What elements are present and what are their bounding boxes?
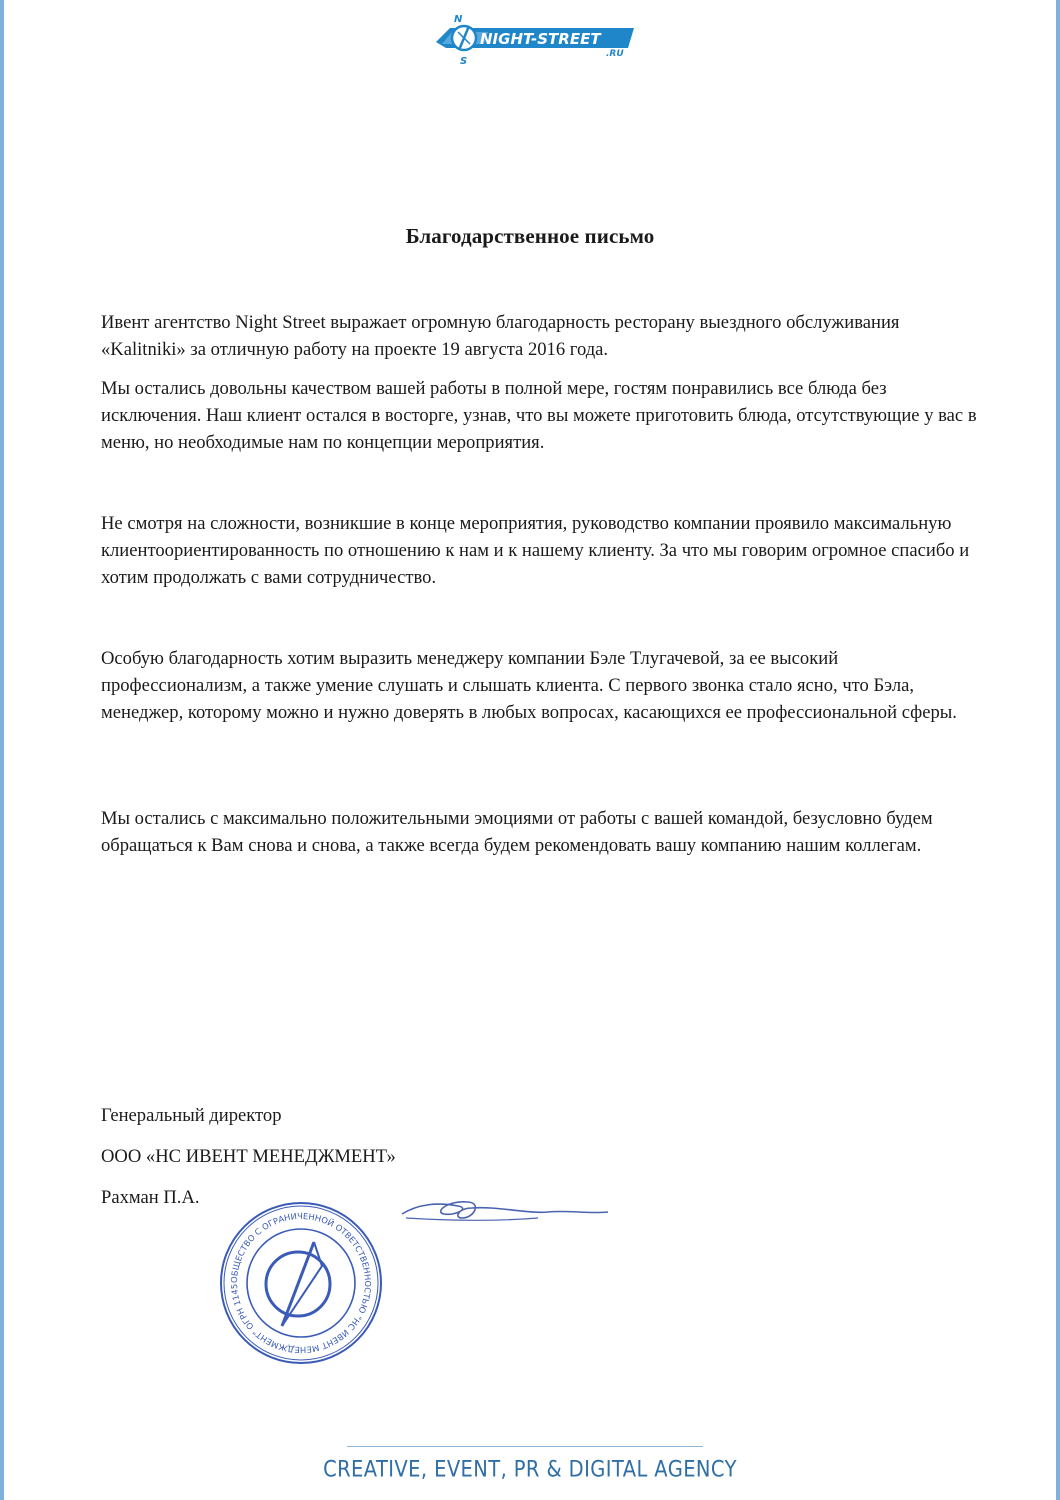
company-stamp [218, 1200, 384, 1366]
letter-paragraph-5: Мы остались с максимально положительными эмоциями от работы с вашей командой, безусловно будем обращаться к Вам снова и снова, а также всегда будем рекомендовать вашу компанию нашим коллегам. [101, 808, 933, 856]
letter-paragraph-4: Особую благодарность хотим выразить менеджеру компании Бэле Тлугачевой, за ее высокий профессионализм, а также умение слушать и слышать клиента. С первого звонка стало ясно, что Бэла, менеджер, которому можно и нужно доверять в любых вопросах, касающихся ее профессиональной сферы. [101, 648, 957, 723]
letter-title: Благодарственное письмо [405, 224, 655, 248]
compass-s-label: S [460, 56, 468, 66]
letter-paragraph-2: Мы остались довольны качеством вашей работы в полной мере, гостям понравились все блюда без исключения. Наш клиент остался в восторге, узнав, что вы можете приготовить блюда, отсутствующие у вас в меню, но необходимые нам по концепции мероприятия. [101, 378, 977, 453]
letter-paragraph-3: Не смотря на сложности, возникшие в конце мероприятия, руководство компании проявило максимальную клиентоориентированность по отношению к нам и к нашему клиенту. За что мы говорим огромное спасибо и хотим продолжать с вами сотрудничество. [101, 513, 970, 588]
signatory-position: Генеральный директор [101, 1105, 282, 1126]
signatory-company: ООО «НС ИВЕНТ МЕНЕДЖМЕНТ» [101, 1146, 396, 1167]
compass-logo-icon [428, 10, 640, 66]
footer-divider [347, 1446, 703, 1447]
handwritten-signature [398, 1192, 612, 1232]
letter-paragraph-1: Ивент агентство Night Street выражает огромную благодарность ресторану выездного обслуживания «Kalitniki» за отличную работу на проекте 19 августа 2016 года. [101, 312, 900, 360]
compass-n-label: N [454, 14, 463, 25]
stamp-ring-text: ОБЩЕСТВО С ОГРАНИЧЕННОЙ ОТВЕТСТВЕННОСТЬЮ "НС ИВЕНТ МЕНЕДЖМЕНТ" ОГРН 1145 [228, 1210, 374, 1356]
logo-domain-suffix: .RU [606, 49, 624, 59]
logo-wordmark: NIGHT-STREET [480, 30, 601, 48]
night-street-logo [428, 10, 640, 66]
agency-tagline: CREATIVE, EVENT, PR & DIGITAL AGENCY [323, 1456, 737, 1483]
signatory-name: Рахман П.А. [101, 1187, 200, 1208]
